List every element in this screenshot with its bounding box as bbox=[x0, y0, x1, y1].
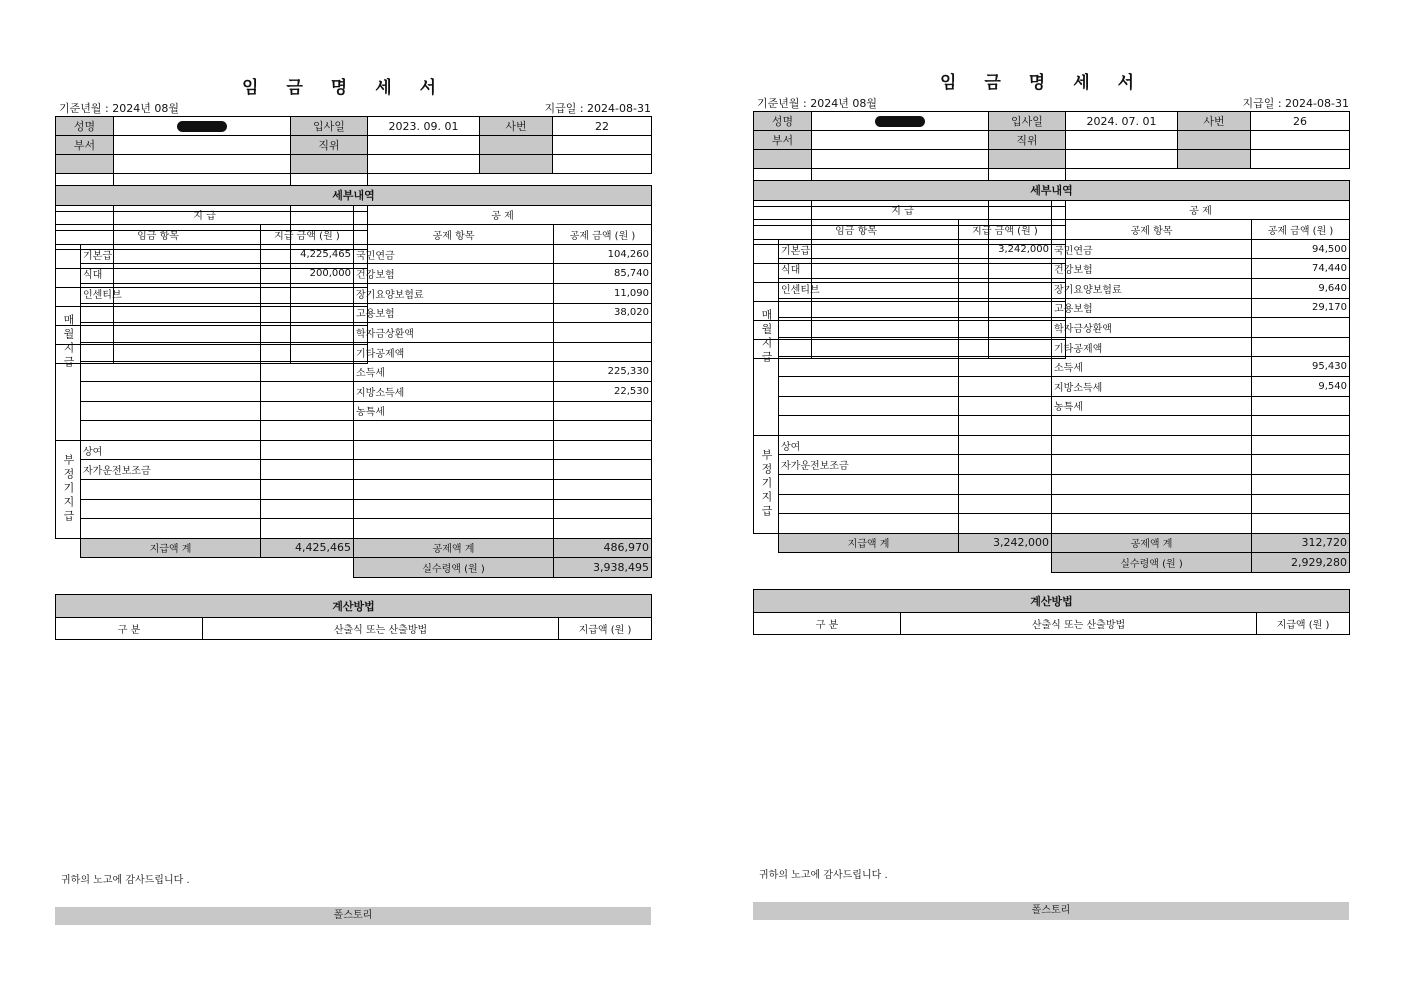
net-pay-label: 실수령액 (원 ) bbox=[354, 558, 554, 578]
position-value bbox=[1066, 131, 1178, 150]
blank-label bbox=[1178, 150, 1251, 169]
deduct-header: 공 제 bbox=[354, 205, 652, 225]
pay-amount bbox=[959, 337, 1052, 357]
pay-amount bbox=[261, 499, 354, 519]
dept-label: 부서 bbox=[56, 136, 114, 155]
col-calc-amount: 지급액 (원 ) bbox=[1257, 612, 1350, 635]
col-deduct-item: 공제 항목 bbox=[1052, 220, 1252, 240]
pay-amount bbox=[959, 259, 1052, 279]
emp-no-value: 22 bbox=[553, 117, 652, 136]
blank-label bbox=[989, 150, 1066, 169]
pay-statement bbox=[55, 73, 651, 933]
blank-value bbox=[1251, 131, 1350, 150]
deduct-item: 국민연금 bbox=[354, 244, 554, 264]
pay-amount bbox=[959, 376, 1052, 396]
calculation-table bbox=[753, 589, 1350, 635]
col-pay-amount: 지급 금액 (원 ) bbox=[959, 220, 1052, 240]
pay-amount bbox=[959, 298, 1052, 318]
pay-date bbox=[1242, 95, 1349, 111]
pay-amount bbox=[959, 416, 1052, 436]
deduct-item bbox=[1052, 494, 1252, 514]
pay-amount bbox=[959, 455, 1052, 475]
col-calc-formula: 산출식 또는 산출방법 bbox=[203, 617, 559, 640]
base-month-value: : 2024년 08월 bbox=[105, 102, 179, 115]
thanks-note: 귀하의 노고에 감사드립니다 . bbox=[61, 875, 190, 886]
pay-amount bbox=[959, 278, 1052, 298]
blank-label bbox=[1178, 131, 1251, 150]
emp-no-value: 26 bbox=[1251, 112, 1350, 131]
deduct-item bbox=[1052, 435, 1252, 455]
pay-item: 인센티브 bbox=[779, 278, 959, 298]
pay-total-value: 4,425,465 bbox=[261, 538, 354, 558]
pay-date-label: 지급일 bbox=[544, 102, 577, 115]
col-pay-item: 임금 항목 bbox=[754, 220, 959, 240]
pay-amount bbox=[959, 474, 1052, 494]
col-calc-formula: 산출식 또는 산출방법 bbox=[901, 612, 1257, 635]
blank-label bbox=[56, 155, 114, 174]
dept-value bbox=[114, 136, 291, 155]
deduct-item: 농특세 bbox=[1052, 396, 1252, 416]
pay-item bbox=[81, 303, 261, 323]
deduct-amount bbox=[1252, 455, 1350, 475]
blank-value bbox=[553, 155, 652, 174]
deduct-item: 장기요양보험료 bbox=[354, 283, 554, 303]
net-pay-label: 실수령액 (원 ) bbox=[1052, 553, 1252, 573]
deduct-amount: 11,090 bbox=[554, 283, 652, 303]
pay-amount bbox=[261, 421, 354, 441]
company-footer: 폴스토리 bbox=[55, 907, 651, 925]
deduct-amount: 225,330 bbox=[554, 362, 652, 382]
pay-item bbox=[779, 474, 959, 494]
pay-item bbox=[81, 499, 261, 519]
pay-item bbox=[81, 323, 261, 343]
deduct-amount bbox=[554, 440, 652, 460]
calc-section-title: 계산방법 bbox=[754, 590, 1350, 613]
spacer bbox=[56, 538, 81, 558]
net-pay-value: 2,929,280 bbox=[1252, 553, 1350, 573]
deduct-item bbox=[354, 479, 554, 499]
deduct-item: 지방소득세 bbox=[354, 381, 554, 401]
emp-no-label: 사번 bbox=[480, 117, 553, 136]
name-label: 성명 bbox=[56, 117, 114, 136]
dept-value bbox=[812, 131, 989, 150]
deduct-item: 건강보험 bbox=[354, 264, 554, 284]
deduct-total-value: 486,970 bbox=[554, 538, 652, 558]
blank-value bbox=[1066, 150, 1178, 169]
pay-date-value: : 2024-08-31 bbox=[579, 102, 651, 115]
pay-amount bbox=[261, 283, 354, 303]
blank-value bbox=[114, 155, 291, 174]
col-deduct-item: 공제 항목 bbox=[354, 225, 554, 245]
hire-date-label: 입사일 bbox=[989, 112, 1066, 131]
pay-amount bbox=[261, 362, 354, 382]
pay-date bbox=[544, 100, 651, 116]
pay-item: 식대 bbox=[779, 259, 959, 279]
dept-label: 부서 bbox=[754, 131, 812, 150]
pay-item: 자가운전보조금 bbox=[779, 455, 959, 475]
blank-value bbox=[553, 136, 652, 155]
deduct-item: 기타공제액 bbox=[354, 342, 554, 362]
deduct-item: 학자금상환액 bbox=[354, 323, 554, 343]
deduct-item: 지방소득세 bbox=[1052, 376, 1252, 396]
deduct-item: 소득세 bbox=[354, 362, 554, 382]
pay-item bbox=[779, 337, 959, 357]
col-calc-amount: 지급액 (원 ) bbox=[559, 617, 652, 640]
redaction-mark bbox=[875, 116, 925, 127]
deduct-total-label: 공제액 계 bbox=[1052, 533, 1252, 553]
deduct-amount bbox=[554, 499, 652, 519]
pay-item bbox=[81, 519, 261, 539]
deduct-item: 농특세 bbox=[354, 401, 554, 421]
pay-item: 기본급 bbox=[81, 244, 261, 264]
base-month bbox=[59, 100, 179, 116]
col-pay-item: 임금 항목 bbox=[56, 225, 261, 245]
col-pay-amount: 지급 금액 (원 ) bbox=[261, 225, 354, 245]
hire-date-value: 2024. 07. 01 bbox=[1066, 112, 1178, 131]
base-month-label: 기준년월 bbox=[59, 102, 102, 115]
spacer bbox=[754, 553, 1052, 573]
pay-amount bbox=[261, 342, 354, 362]
pay-header: 지 급 bbox=[56, 205, 354, 225]
redaction-mark bbox=[177, 121, 227, 132]
deduct-item bbox=[354, 440, 554, 460]
col-deduct-amount: 공제 금액 (원 ) bbox=[554, 225, 652, 245]
pay-item bbox=[779, 396, 959, 416]
blank-label bbox=[291, 155, 368, 174]
name-value bbox=[812, 112, 989, 131]
deduct-item: 고용보험 bbox=[354, 303, 554, 323]
pay-total-label: 지급액 계 bbox=[779, 533, 959, 553]
deduct-amount bbox=[554, 479, 652, 499]
deduct-amount: 74,440 bbox=[1252, 259, 1350, 279]
blank-value bbox=[812, 150, 989, 169]
col-deduct-amount: 공제 금액 (원 ) bbox=[1252, 220, 1350, 240]
deduct-amount bbox=[1252, 494, 1350, 514]
pay-item: 인센티브 bbox=[81, 283, 261, 303]
deduct-item bbox=[1052, 455, 1252, 475]
deduct-amount bbox=[1252, 474, 1350, 494]
pay-item bbox=[81, 342, 261, 362]
deduct-amount: 9,640 bbox=[1252, 278, 1350, 298]
pay-item bbox=[81, 421, 261, 441]
position-label: 직위 bbox=[291, 136, 368, 155]
pay-date-value: : 2024-08-31 bbox=[1277, 97, 1349, 110]
pay-amount bbox=[261, 381, 354, 401]
deduct-item: 고용보험 bbox=[1052, 298, 1252, 318]
hire-date-value: 2023. 09. 01 bbox=[368, 117, 480, 136]
deduct-amount bbox=[1252, 416, 1350, 436]
pay-item: 상여 bbox=[81, 440, 261, 460]
deduct-item: 소득세 bbox=[1052, 357, 1252, 377]
deduct-item bbox=[354, 499, 554, 519]
deduct-amount bbox=[1252, 337, 1350, 357]
base-month bbox=[757, 95, 877, 111]
pay-date-label: 지급일 bbox=[1242, 97, 1275, 110]
deduct-item: 건강보험 bbox=[1052, 259, 1252, 279]
deduct-header: 공 제 bbox=[1052, 200, 1350, 220]
deduct-item bbox=[1052, 474, 1252, 494]
position-label: 직위 bbox=[989, 131, 1066, 150]
thanks-note: 귀하의 노고에 감사드립니다 . bbox=[759, 870, 888, 881]
deduct-amount: 94,500 bbox=[1252, 239, 1350, 259]
deduct-amount bbox=[554, 460, 652, 480]
irregular-pay-label: 부정기지급 bbox=[56, 440, 81, 538]
name-value bbox=[114, 117, 291, 136]
pay-total-label: 지급액 계 bbox=[81, 538, 261, 558]
deduct-amount bbox=[554, 421, 652, 441]
blank-value bbox=[368, 155, 480, 174]
pay-amount bbox=[959, 318, 1052, 338]
pay-amount bbox=[261, 519, 354, 539]
hire-date-label: 입사일 bbox=[291, 117, 368, 136]
irregular-pay-label: 부정기지급 bbox=[754, 435, 779, 533]
spacer bbox=[754, 533, 779, 553]
pay-item: 자가운전보조금 bbox=[81, 460, 261, 480]
pay-item bbox=[81, 381, 261, 401]
pay-amount bbox=[959, 396, 1052, 416]
company-footer: 폴스토리 bbox=[753, 902, 1349, 920]
pay-statement bbox=[753, 68, 1349, 928]
net-pay-value: 3,938,495 bbox=[554, 558, 652, 578]
monthly-pay-label: 매월지급 bbox=[754, 239, 779, 435]
statement-title: 임금명세서 bbox=[939, 73, 1163, 93]
deduct-total-label: 공제액 계 bbox=[354, 538, 554, 558]
deduct-item bbox=[354, 519, 554, 539]
detail-table bbox=[753, 180, 1350, 573]
pay-amount: 200,000 bbox=[261, 264, 354, 284]
deduct-amount: 9,540 bbox=[1252, 376, 1350, 396]
calculation-table bbox=[55, 594, 652, 640]
deduct-amount bbox=[554, 323, 652, 343]
col-calc-type: 구 분 bbox=[56, 617, 203, 640]
deduct-amount bbox=[554, 401, 652, 421]
pay-amount bbox=[959, 357, 1052, 377]
deduct-item: 장기요양보험료 bbox=[1052, 278, 1252, 298]
deduct-amount bbox=[1252, 396, 1350, 416]
blank-value bbox=[1251, 150, 1350, 169]
pay-item bbox=[779, 318, 959, 338]
statement-title: 임금명세서 bbox=[241, 78, 465, 98]
pay-amount bbox=[261, 323, 354, 343]
deduct-item bbox=[354, 421, 554, 441]
deduct-amount: 22,530 bbox=[554, 381, 652, 401]
col-calc-type: 구 분 bbox=[754, 612, 901, 635]
blank-label bbox=[754, 150, 812, 169]
pay-amount bbox=[959, 514, 1052, 534]
pay-amount bbox=[261, 479, 354, 499]
detail-table bbox=[55, 185, 652, 578]
blank-label bbox=[480, 136, 553, 155]
pay-item bbox=[81, 401, 261, 421]
name-label: 성명 bbox=[754, 112, 812, 131]
deduct-item: 기타공제액 bbox=[1052, 337, 1252, 357]
pay-item bbox=[779, 357, 959, 377]
blank-label bbox=[480, 155, 553, 174]
pay-amount bbox=[261, 401, 354, 421]
deduct-amount bbox=[1252, 318, 1350, 338]
detail-section-title: 세부내역 bbox=[754, 181, 1350, 201]
deduct-amount: 85,740 bbox=[554, 264, 652, 284]
pay-item bbox=[779, 494, 959, 514]
pay-item bbox=[779, 416, 959, 436]
pay-amount bbox=[959, 494, 1052, 514]
spacer bbox=[56, 558, 354, 578]
deduct-amount bbox=[1252, 514, 1350, 534]
pay-amount bbox=[261, 303, 354, 323]
detail-section-title: 세부내역 bbox=[56, 186, 652, 206]
pay-item bbox=[779, 514, 959, 534]
pay-header: 지 급 bbox=[754, 200, 1052, 220]
pay-amount bbox=[959, 435, 1052, 455]
deduct-item: 학자금상환액 bbox=[1052, 318, 1252, 338]
pay-amount: 3,242,000 bbox=[959, 239, 1052, 259]
pay-item: 식대 bbox=[81, 264, 261, 284]
pay-item bbox=[81, 362, 261, 382]
pay-item bbox=[779, 376, 959, 396]
deduct-amount: 29,170 bbox=[1252, 298, 1350, 318]
deduct-total-value: 312,720 bbox=[1252, 533, 1350, 553]
calc-section-title: 계산방법 bbox=[56, 595, 652, 618]
deduct-amount bbox=[554, 519, 652, 539]
deduct-amount: 95,430 bbox=[1252, 357, 1350, 377]
deduct-amount: 38,020 bbox=[554, 303, 652, 323]
deduct-item: 국민연금 bbox=[1052, 239, 1252, 259]
base-month-label: 기준년월 bbox=[757, 97, 800, 110]
pay-item: 상여 bbox=[779, 435, 959, 455]
monthly-pay-label: 매월지급 bbox=[56, 244, 81, 440]
base-month-value: : 2024년 08월 bbox=[803, 97, 877, 110]
deduct-item bbox=[1052, 514, 1252, 534]
deduct-item bbox=[354, 460, 554, 480]
emp-no-label: 사번 bbox=[1178, 112, 1251, 131]
deduct-item bbox=[1052, 416, 1252, 436]
pay-item bbox=[81, 479, 261, 499]
pay-item bbox=[779, 298, 959, 318]
deduct-amount: 104,260 bbox=[554, 244, 652, 264]
deduct-amount bbox=[554, 342, 652, 362]
pay-item: 기본급 bbox=[779, 239, 959, 259]
pay-total-value: 3,242,000 bbox=[959, 533, 1052, 553]
deduct-amount bbox=[1252, 435, 1350, 455]
position-value bbox=[368, 136, 480, 155]
pay-amount bbox=[261, 440, 354, 460]
pay-amount bbox=[261, 460, 354, 480]
pay-amount: 4,225,465 bbox=[261, 244, 354, 264]
